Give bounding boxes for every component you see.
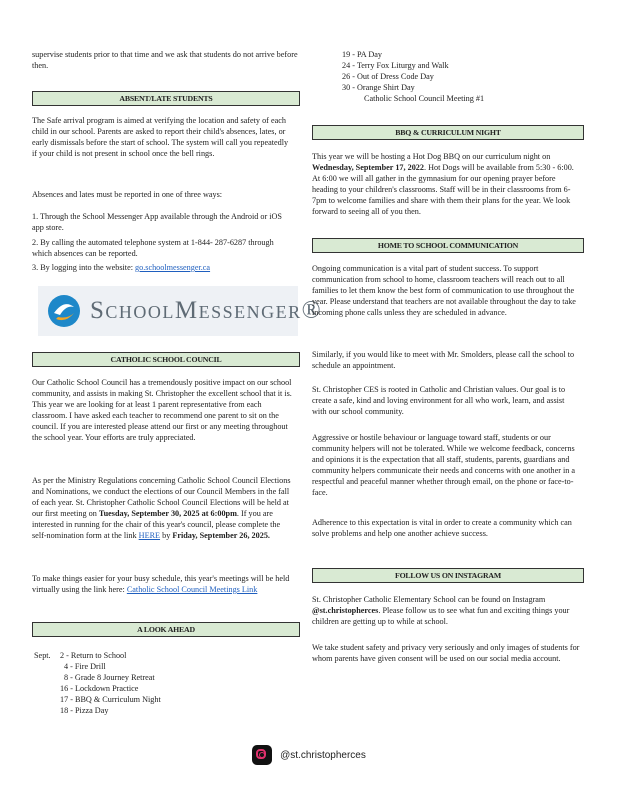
school-council-heading: CATHOLIC SCHOOL COUNCIL: [32, 352, 300, 367]
calendar-event: 19 - PA Day: [342, 50, 382, 59]
schoolmessenger-link[interactable]: go.schoolmessenger.ca: [135, 263, 211, 272]
bbq-paragraph: [312, 152, 580, 217]
calendar-event: Catholic School Council Meeting #1: [364, 93, 485, 103]
home-school-heading: HOME TO SCHOOL COMMUNICATION: [312, 238, 584, 253]
bbq-date: Wednesday, September 17, 2022: [312, 162, 424, 172]
calendar-event: 8 - Grade 8 Journey Retreat: [64, 672, 155, 682]
absent-way-3-text: 3. By logging into the website:: [32, 263, 136, 272]
intro-text: supervise students prior to that time and we ask that students do not arrive before then.: [32, 50, 298, 70]
home-paragraph-4: Aggressive or hostile behaviour or language toward staff, students or our community helpers will not be tolerated. While we welcome feedback, concerns and opinions it is the expectation that all staff, students, parents, guardians and community helpers communicate their needs and concerns with one another in a respectful and peaceful manner whether through email, on the phone or face-to-face.: [312, 433, 576, 497]
footer-instagram-handle[interactable]: @st.christopherces: [280, 749, 366, 761]
schoolmessenger-wordmark: SchoolMessenger®: [90, 297, 323, 324]
absent-paragraph-2: Absences and lates must be reported in one of three ways:: [32, 190, 223, 199]
schoolmessenger-mark-icon: [46, 293, 82, 329]
calendar-events-right: [342, 50, 572, 105]
calendar-month: Sept.: [34, 651, 51, 660]
look-ahead-heading: A LOOK AHEAD: [32, 622, 300, 637]
footer: [0, 744, 618, 766]
instagram-text-a: St. Christopher Catholic Elementary School can be found on Instagram: [312, 595, 546, 604]
council-p2-text-b: . If you are interested in running for the chair of this year's council, please complete the self-nomination form at the link: [32, 508, 281, 540]
absent-way-2: 2. By calling the automated telephone system at 1-844- 287-6287 through which absences can be reported.: [32, 238, 274, 258]
instagram-text-b: . Please follow us to see what fun and exciting things your children are getting up to while at school.: [312, 605, 570, 626]
schoolmessenger-logo: [38, 286, 323, 336]
calendar-event: 16 - Lockdown Practice: [60, 683, 139, 693]
instagram-heading: FOLLOW US ON INSTAGRAM: [312, 568, 584, 583]
home-paragraph-1: Ongoing communication is a vital part of student success. To support communication from school to home, classroom teachers will reach out to all families to let them know the best form of communication to use throughout the year. Please understand that teachers are not available throughout the day to take incoming phone calls unless they are scheduled in advance.: [312, 264, 576, 317]
calendar-event: 18 - Pizza Day: [60, 705, 109, 715]
council-p2-text-c: by: [160, 530, 173, 540]
calendar-events-left: [60, 651, 290, 716]
calendar-event: 24 - Terry Fox Liturgy and Walk: [342, 60, 449, 70]
calendar-event: 17 - BBQ & Curriculum Night: [60, 694, 161, 704]
calendar-event: 30 - Orange Shirt Day: [342, 82, 415, 92]
absent-late-heading: ABSENT/LATE STUDENTS: [32, 91, 300, 106]
instagram-paragraph-2: We take student safety and privacy very seriously and only images of students for whom parents have given consent will be used on our social media account.: [312, 643, 580, 663]
council-paragraph-3: [32, 574, 294, 596]
instagram-handle: @st.christopherces: [312, 605, 379, 615]
council-p2-text-a: As per the Ministry Regulations concerning Catholic School Council Elections and Nominations, we conduct the elections of our Council Members in the fall of each year. St. Christopher Catholic School Council Elections will be held at our first meeting on: [32, 476, 291, 518]
council-meetings-link[interactable]: Catholic School Council Meetings Link: [126, 584, 258, 594]
bbq-text-a: This year we will be hosting a Hot Dog BBQ on our curriculum night on: [312, 152, 551, 161]
calendar-event: 4 - Fire Drill: [64, 661, 106, 671]
council-p3-text: To make things easier for your busy schedule, this year's meetings will be held virtually using the link here:: [32, 574, 290, 594]
nomination-deadline: Friday, September 26, 2025.: [172, 530, 270, 540]
council-meeting-date: Tuesday, September 30, 2025 at 6:00pm: [98, 508, 237, 518]
instagram-icon[interactable]: [252, 745, 272, 765]
home-paragraph-2: Similarly, if you would like to meet with Mr. Smolders, please call the school to schedule an appointment.: [312, 350, 575, 370]
calendar-event: 2 - Return to School: [60, 651, 127, 660]
council-paragraph-2: [32, 476, 294, 541]
self-nomination-link[interactable]: HERE: [138, 530, 161, 540]
absent-way-3: [32, 263, 294, 274]
home-paragraph-5: Adherence to this expectation is vital in order to create a community which can solve problems and help one another achieve success.: [312, 518, 572, 538]
council-paragraph-1: Our Catholic School Council has a tremendously positive impact on our school community, and assists in making St. Christopher the excellent school that it is. This year we are looking for at least 1 parent representative from each classroom. I have asked each teacher to recommend one parent to sit on the council. If you are interested please attend our first or any meeting throughout the school year. Your efforts are truly appreciated.: [32, 378, 292, 442]
instagram-paragraph-1: [312, 595, 580, 628]
home-paragraph-3: St. Christopher CES is rooted in Catholic and Christian values. Our goal is to create a safe, kind and loving environment for all who work, learn, and assist with our school community.: [312, 385, 566, 416]
bbq-text-b: . Hot Dogs will be available from 5:30 - 6:00. At 6:00 we will all gather in the gymnasium for our opening prayer before heading to your children's classrooms. Staff will be in their classrooms from 6-7pm to welcome families and share with them their plans for the year. We look forward to seeing all of you then.: [312, 162, 574, 216]
calendar-event: 26 - Out of Dress Code Day: [342, 71, 434, 81]
absent-way-1: 1. Through the School Messenger App available through the Android or iOS app store.: [32, 212, 282, 232]
bbq-heading: BBQ & CURRICULUM NIGHT: [312, 125, 584, 140]
absent-paragraph-1: The Safe arrival program is aimed at verifying the location and safety of each child in our school. Parents are asked to report their child's absences, lates, or early dismissals before the start of school. The system will call you repeatedly if your child is not present in school once the bell rings.: [32, 116, 289, 158]
